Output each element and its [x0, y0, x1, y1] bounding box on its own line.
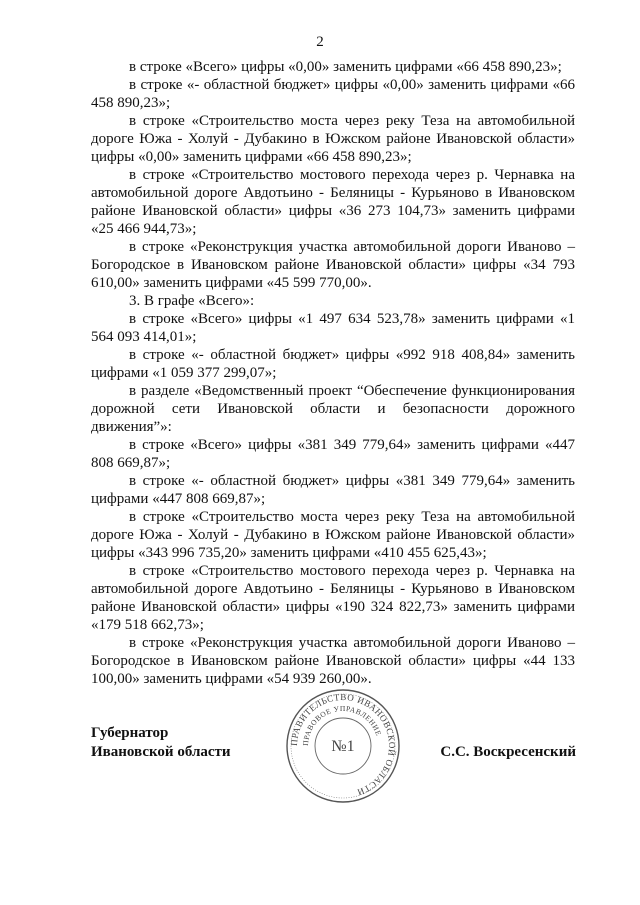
signatory-name: С.С. Воскресенский	[440, 744, 576, 760]
seal-icon	[283, 686, 403, 806]
signatory-title-line2: Ивановской области	[91, 744, 231, 760]
signatory-title	[91, 724, 231, 762]
seal-center-text: №1	[331, 738, 355, 755]
paragraph: в строке «Реконструкция участка автомобильной дороги Иваново – Богородское в Ивановском районе Ивановской области» цифры «44 133 100,00» заменить цифрами «54 939 260,00».	[91, 635, 575, 687]
paragraph: в строке «Строительство моста через реку Теза на автомобильной дороге Южа - Холуй - Дубакино в Южском районе Ивановской области» цифры «0,00» заменить цифрами «66 458 890,23»;	[91, 113, 575, 165]
seal-ring-text: ПРАВИТЕЛЬСТВО ИВАНОВСКОЙ ОБЛАСТИ	[288, 691, 398, 798]
paragraph: в строке «Всего» цифры «1 497 634 523,78» заменить цифрами «1 564 093 414,01»;	[91, 311, 575, 345]
paragraph: в строке «Всего» цифры «381 349 779,64» заменить цифрами «447 808 669,87»;	[91, 437, 575, 471]
paragraph: в строке «Реконструкция участка автомобильной дороги Иваново – Богородское в Ивановском районе Ивановской области» цифры «34 793 610,00» заменить цифрами «45 599 770,00».	[91, 239, 575, 291]
document-body	[91, 58, 575, 688]
paragraph: в разделе «Ведомственный проект “Обеспечение функционирования дорожной сети Ивановской области и безопасности дорожного движения”»:	[91, 383, 575, 435]
paragraph: в строке «- областной бюджет» цифры «381 349 779,64» заменить цифрами «447 808 669,87»;	[91, 473, 575, 507]
paragraph: в строке «- областной бюджет» цифры «992 918 408,84» заменить цифрами «1 059 377 299,07»;	[91, 347, 575, 381]
paragraph: в строке «Строительство мостового перехода через р. Чернавка на автомобильной дороге Авдотьино - Беляницы - Курьяново в Ивановском районе Ивановской области» цифры «36 273 104,73» заменить цифрами «25 466 944,73»;	[91, 167, 575, 237]
paragraph: в строке «Строительство моста через реку Теза на автомобильной дороге Южа - Холуй - Дубакино в Южском районе Ивановской области» цифры «343 996 735,20» заменить цифрами «410 455 625,43»;	[91, 509, 575, 561]
paragraph: в строке «Строительство мостового перехода через р. Чернавка на автомобильной дороге Авдотьино - Беляницы - Курьяново в Ивановском районе Ивановской области» цифры «190 324 822,73» заменить цифрами «179 518 662,73»;	[91, 563, 575, 633]
page-number: 2	[316, 34, 324, 50]
section-heading: 3. В графе «Всего»:	[129, 293, 255, 309]
signatory-title-line1: Губернатор	[91, 725, 169, 741]
seal-inner-ring-text: ПРАВОВОЕ УПРАВЛЕНИЕ	[300, 703, 384, 747]
paragraph: в строке «- областной бюджет» цифры «0,00» заменить цифрами «66 458 890,23»;	[91, 77, 575, 111]
paragraph: в строке «Всего» цифры «0,00» заменить цифрами «66 458 890,23»;	[129, 59, 562, 75]
official-seal-stamp	[283, 686, 403, 806]
